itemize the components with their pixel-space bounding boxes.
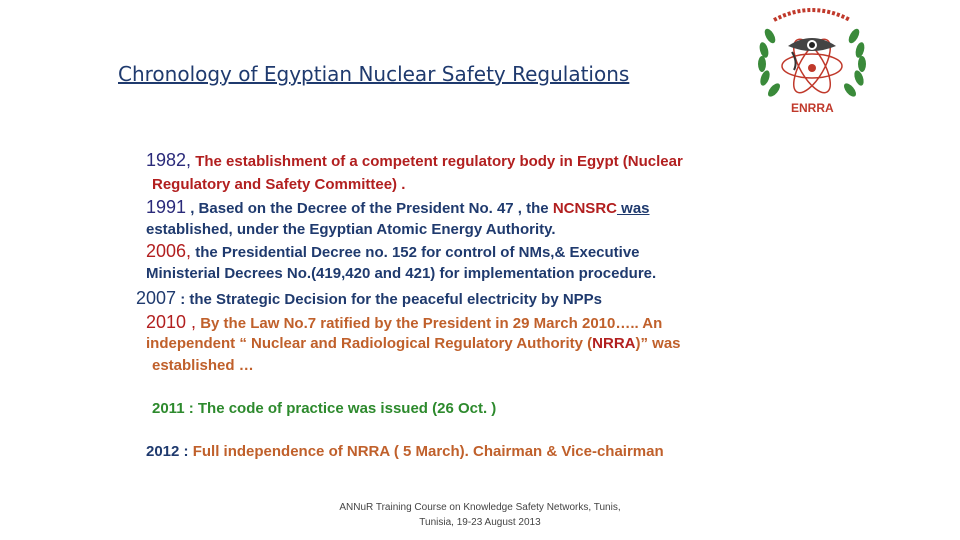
entry-year: 2012 : [146, 443, 189, 460]
entry-text-was: was [616, 200, 650, 217]
entry-text-was: )” was [635, 335, 681, 352]
entry-1982-line2: Regulatory and Safety Committee) . [152, 176, 406, 193]
nrra-abbrev: NRRA [592, 335, 636, 352]
footer-line2: Tunisia, 19-23 August 2013 [419, 517, 541, 528]
entry-2012 [146, 443, 664, 460]
entry-year: 1991 [146, 197, 187, 217]
entry-year: 2007 [136, 288, 177, 308]
entry-year: 2006, [146, 241, 192, 261]
entry-1982-line1 [146, 150, 683, 171]
entry-1991-line1 [146, 197, 650, 218]
entry-2010-line2 [146, 335, 681, 352]
footer [300, 500, 660, 530]
entry-2010-line3: established … [152, 357, 254, 374]
entry-2006-line1 [146, 241, 640, 262]
entry-year: 2010 , [146, 312, 197, 332]
entry-text: The establishment of a competent regulatory body in Egypt (Nuclear [195, 153, 683, 170]
enrra-logo [752, 6, 872, 122]
entry-2011: 2011 : The code of practice was issued (26 Oct. ) [152, 400, 497, 417]
entry-2006-line2: Ministerial Decrees No.(419,420 and 421) for implementation procedure. [146, 265, 657, 282]
entry-text: , Based on the Decree of the President No. 47 , the [190, 200, 553, 217]
entry-text: By the Law No.7 ratified by the President in 29 March 2010….. An [200, 315, 663, 332]
entry-text: independent “ Nuclear and Radiological Regulatory Authority ( [146, 335, 593, 352]
entry-year: 1982, [146, 150, 192, 170]
entry-1991-line2: established, under the Egyptian Atomic Energy Authority. [146, 221, 556, 238]
page-title: Chronology of Egyptian Nuclear Safety Regulations [118, 62, 630, 86]
footer-line1: ANNuR Training Course on Knowledge Safety Networks, Tunis, [339, 502, 621, 513]
entry-text: the Presidential Decree no. 152 for control of NMs,& Executive [195, 244, 640, 261]
ncnsrc-abbrev: NCNSRC [552, 200, 617, 217]
entry-2010-line1 [146, 312, 662, 333]
entry-text: : the Strategic Decision for the peaceful electricity by NPPs [180, 291, 603, 308]
entry-text: Full independence of NRRA ( 5 March). Chairman & Vice-chairman [192, 443, 664, 460]
logo-text: ENRRA [791, 101, 834, 115]
entry-2007 [136, 288, 602, 309]
